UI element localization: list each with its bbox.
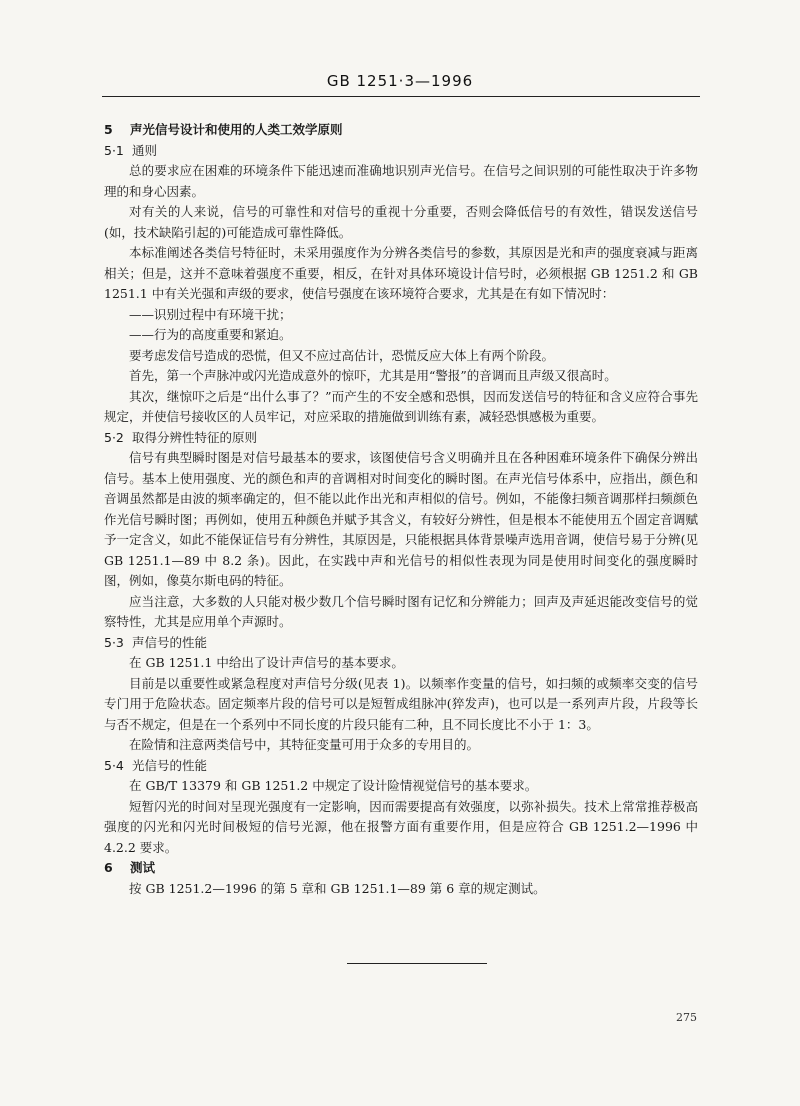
paragraph-5-1-3: 本标准阐述各类信号特征时，未采用强度作为分辨各类信号的参数，其原因是光和声的强度衰减与距离相关；但是，这并不意味着强度不重要，相反，在针对具体环境设计信号时，必须根据 GB 1251.2 和 GB 1251.1 中有关光强和声级的要求，使信号强度在该环境符合要求，尤其是在有如下情况时： xyxy=(104,245,698,301)
subsection-5-3-heading xyxy=(104,633,698,654)
paragraph-5-4-2: 短暂闪光的时间对呈现光强度有一定影响，因而需要提高有效强度，以弥补损失。技术上常常推荐极高强度的闪光和闪光时间极短的信号光源，他在报警方面有重要作用，但是应符合 GB 1251.2—1996 中 4.2.2 要求。 xyxy=(104,798,698,855)
section-5-number: 5 xyxy=(104,122,113,137)
paragraph-5-1-4: 要考虑发信号造成的恐慌，但又不应过高估计，恐慌反应大体上有两个阶段。 xyxy=(129,347,555,363)
paragraph-5-1-1: 总的要求应在困难的环境条件下能迅速而准确地识别声光信号。在信号之间识别的可能性取决于许多物理的和身心因素。 xyxy=(104,163,698,199)
subsection-5-4-heading xyxy=(104,756,698,777)
subsection-5-2-number: 5·2 xyxy=(104,429,124,445)
paragraph-5-1-5: 首先，第一个声脉冲或闪光造成意外的惊吓，尤其是用“警报”的音调而且声级又很高时。 xyxy=(129,368,617,383)
subsection-5-4-number: 5·4 xyxy=(104,757,124,773)
header-rule xyxy=(102,96,700,97)
subsection-5-1-number: 5·1 xyxy=(104,142,124,158)
list-item-urgency: ——行为的高度重要和紧迫。 xyxy=(129,327,292,342)
paragraph-5-1-6: 其次，继惊吓之后是“出什么事了？”而产生的不安全感和恐惧，因而发送信号的特征和含义应符合事先规定，并使信号接收区的人员牢记，对应采取的措施做到训练有素，减轻恐惧感极为重要。 xyxy=(104,388,698,424)
paragraph-6-1: 按 GB 1251.2—1996 的第 5 章和 GB 1251.1—89 第 6 章的规定测试。 xyxy=(129,880,546,896)
subsection-5-2-heading xyxy=(104,428,698,449)
paragraph-5-4-1: 在 GB/T 13379 和 GB 1251.2 中规定了设计险情视觉信号的基本要求。 xyxy=(129,778,538,793)
subsection-5-4-title: 光信号的性能 xyxy=(132,757,208,773)
section-6-number: 6 xyxy=(104,860,113,875)
subsection-5-1-title: 通则 xyxy=(132,142,158,158)
page-number: 275 xyxy=(676,1011,697,1024)
end-rule xyxy=(347,963,487,964)
list-item-interference: ——识别过程中有环境干扰； xyxy=(129,306,292,322)
section-5-title: 声光信号设计和使用的人类工效学原则 xyxy=(130,122,343,137)
section-6-title: 测试 xyxy=(130,860,156,875)
subsection-5-1-heading xyxy=(104,141,698,162)
subsection-5-2-title: 取得分辨性特征的原则 xyxy=(132,429,258,445)
subsection-5-3-number: 5·3 xyxy=(104,634,124,650)
paragraph-5-1-2: 对有关的人来说，信号的可靠性和对信号的重视十分重要，否则会降低信号的有效性，错误发送信号(如，技术缺陷引起的)可能造成可靠性降低。 xyxy=(104,204,698,240)
paragraph-5-3-2: 目前是以重要性或紧急程度对声信号分级(见表 1)。以频率作变量的信号，如扫频的或频率交变的信号专门用于危险状态。固定频率片段的信号可以是短暂成组脉冲(猝发声)，也可以是一系列声片段，片段等长与否不规定，但是在一个系列中不同长度的片段只能有二种，且不同长度比不小于 1：3。 xyxy=(104,675,698,732)
subsection-5-3-title: 声信号的性能 xyxy=(132,634,208,650)
paragraph-5-2-1: 信号有典型瞬时图是对信号最基本的要求，该图使信号含义明确并且在各种困难环境条件下确保分辨出信号。基本上使用强度、光的颜色和声的音调相对时间变化的瞬时图。在声光信号体系中，应指出，颜色和音调虽然都是由波的频率确定的，但不能以此作出光和声相似的信号。例如，不能像扫频音调那样扫频颜色作光信号瞬时图；再例如，使用五种颜色并赋予其含义，有较好分辨性，但是根本不能使用五个固定音调赋予一定含义，如此不能保证信号有分辨性，其原因是，只能根据具体背景噪声选用音调，使信号易于分辨(见 GB 1251.1—89 中 8.2 条)。因此，在实践中声和光信号的相似性表现为同是使用时间变化的强度瞬时图，例如，像莫尔斯电码的特征。 xyxy=(104,450,698,588)
page-body xyxy=(104,120,698,899)
page-header: GB 1251·3—1996 xyxy=(326,72,474,90)
section-5-heading xyxy=(104,120,698,141)
paragraph-5-3-3: 在险情和注意两类信号中，其特征变量可用于众多的专用目的。 xyxy=(129,737,480,752)
paragraph-5-3-1: 在 GB 1251.1 中给出了设计声信号的基本要求。 xyxy=(129,655,404,670)
paragraph-5-2-2: 应当注意，大多数的人只能对极少数几个信号瞬时图有记忆和分辨能力；回声及声延迟能改变信号的觉察特性，尤其是应用单个声源时。 xyxy=(104,593,698,629)
section-6-heading xyxy=(104,858,698,879)
